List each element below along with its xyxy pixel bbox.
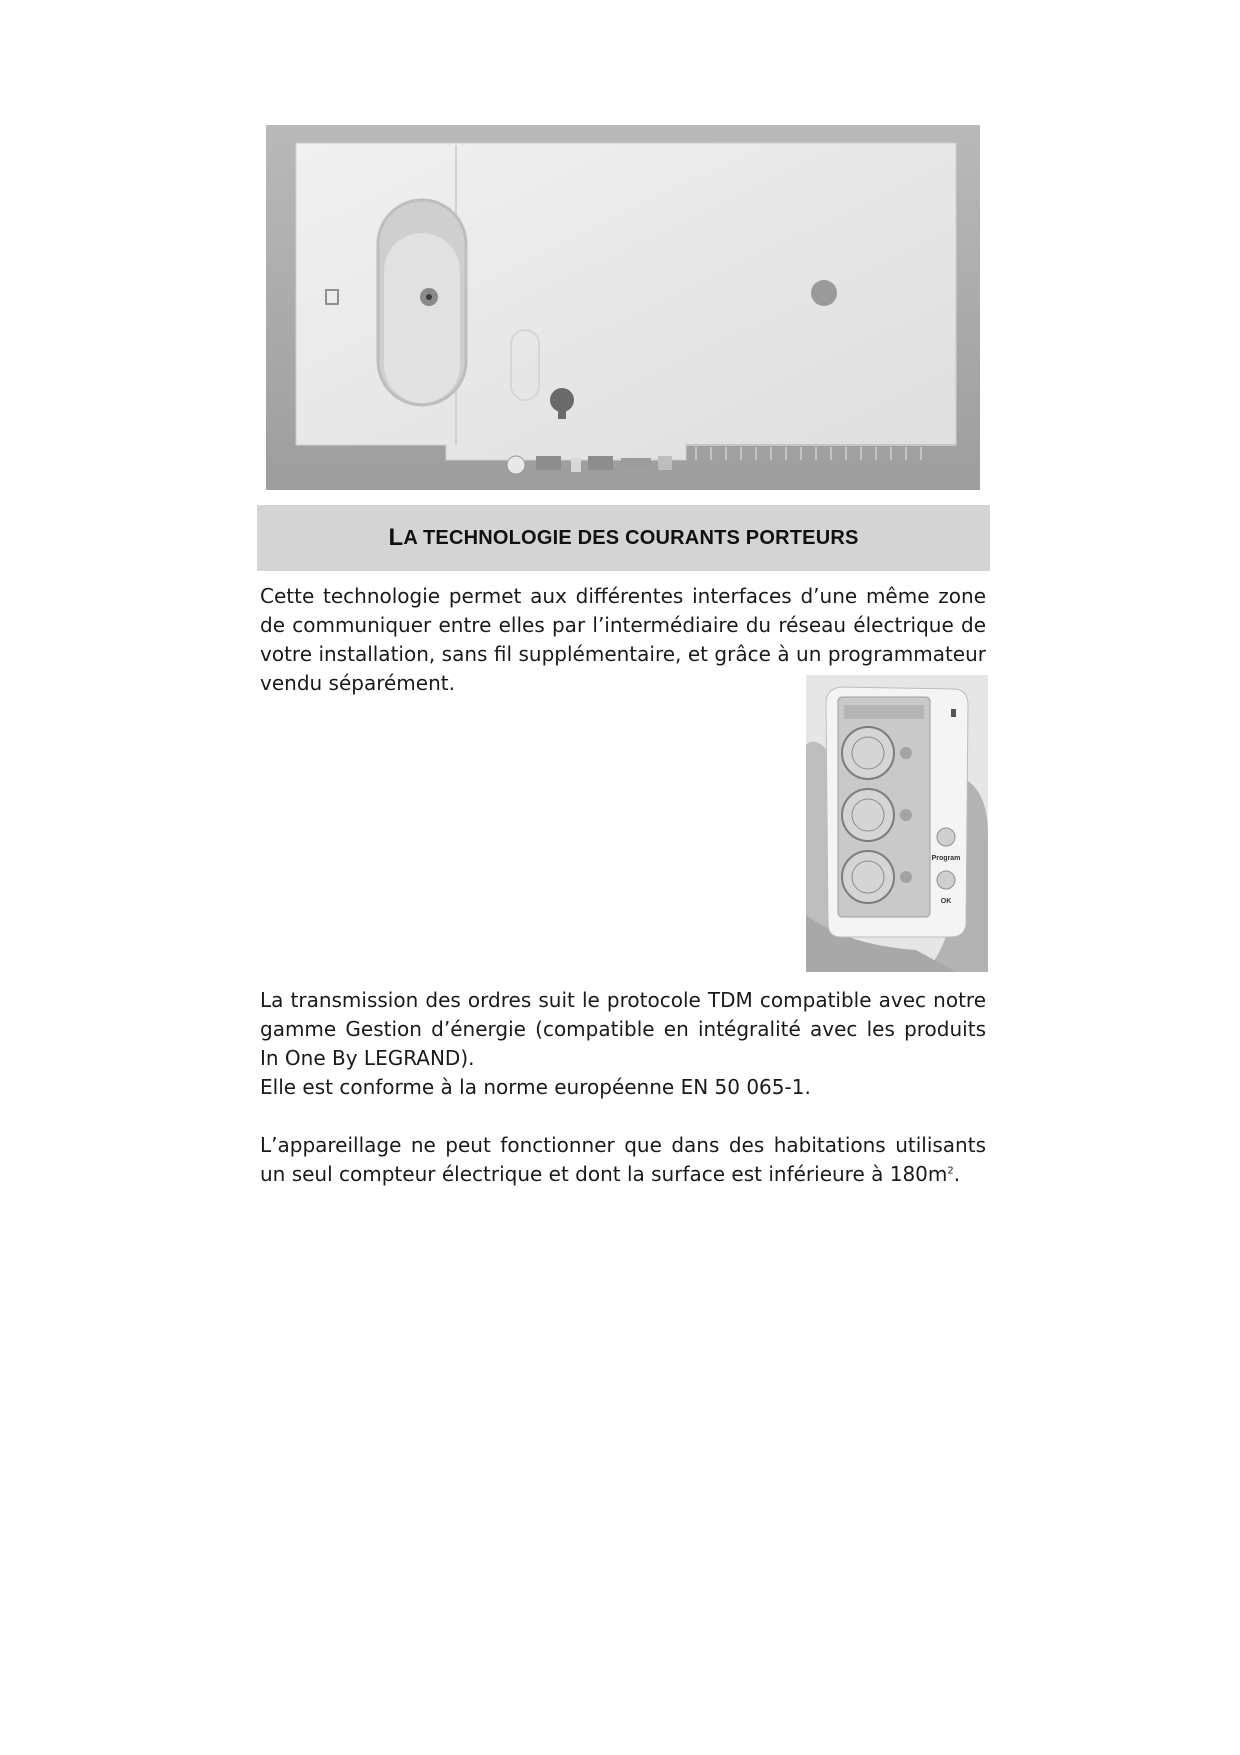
programmer-photo (806, 675, 988, 972)
module-base-photo (266, 125, 980, 490)
ok-button-label: OK (940, 898, 952, 905)
protocol-text: La transmission des ordres suit le protocole TDM compatible avec notre gamme Gestion d’énergie (compatible en intégralité avec les produits In One By LEGRAND). (260, 988, 986, 1070)
limitation-end: . (953, 1162, 961, 1186)
limitation-text: L’appareillage ne peut fonctionner que dans des habitations utilisants un seul compteur électrique et dont la surface est inférieure à 180m (260, 1133, 986, 1186)
protocol-paragraph (260, 986, 986, 1102)
section-heading (257, 505, 990, 571)
limitation-paragraph (260, 1131, 986, 1189)
superscript-2: 2 (947, 1165, 954, 1177)
standard-text: Elle est conforme à la norme européenne EN 50 065-1. (260, 1075, 811, 1099)
program-button-label: Program (931, 855, 961, 862)
heading-text: A TECHNOLOGIE DES COURANTS PORTEURS (403, 526, 859, 549)
intro-paragraph: Cette technologie permet aux différentes interfaces d’une même zone de communiquer entre elles par l’intermédiaire du réseau électrique de votre installation, sans fil supplémentaire, et grâce à un programmateur vendu séparément. (260, 584, 986, 695)
heading-initial: L (388, 524, 404, 551)
